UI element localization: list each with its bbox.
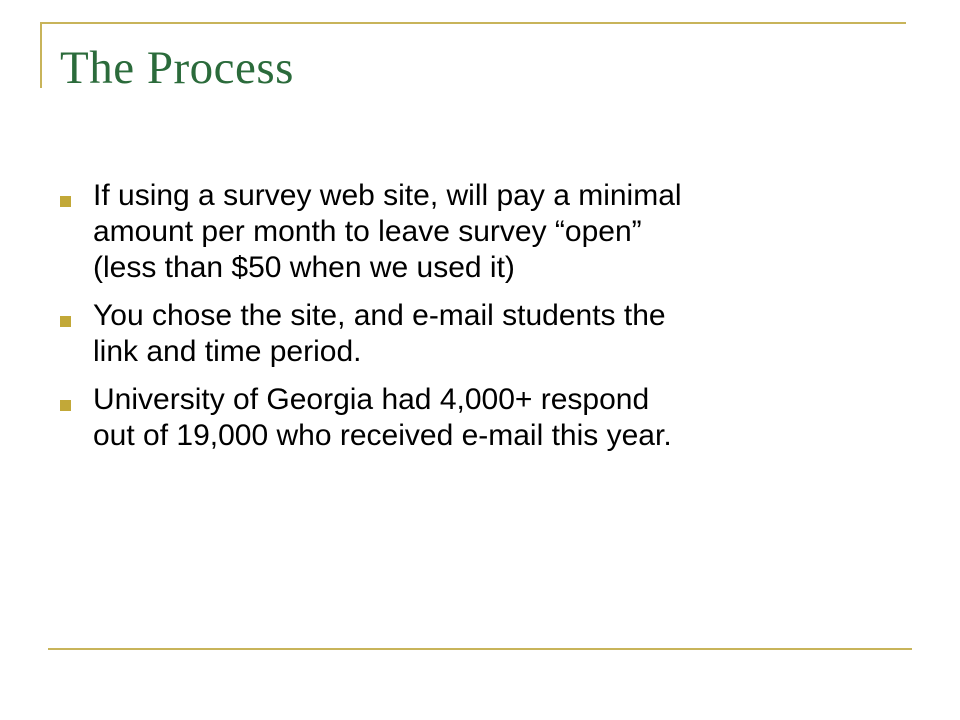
bullet-item-1 bbox=[60, 178, 880, 286]
bullet-line: (less than $50 when we used it) bbox=[93, 251, 515, 284]
bottom-rule bbox=[48, 648, 912, 650]
top-rule bbox=[40, 22, 906, 24]
square-bullet-icon bbox=[60, 196, 71, 207]
bullet-item-3 bbox=[60, 382, 880, 454]
square-bullet-icon bbox=[60, 316, 71, 327]
bullet-list bbox=[60, 178, 880, 466]
bullet-line: You chose the site, and e-mail students the bbox=[93, 299, 666, 332]
bullet-line: link and time period. bbox=[93, 335, 362, 368]
bullet-line: amount per month to leave survey “open” bbox=[93, 215, 642, 248]
bullet-line: If using a survey web site, will pay a minimal bbox=[93, 179, 682, 212]
bullet-line: University of Georgia had 4,000+ respond bbox=[93, 383, 650, 416]
square-bullet-icon bbox=[60, 400, 71, 411]
left-rule bbox=[40, 22, 42, 88]
bullet-item-2 bbox=[60, 298, 880, 370]
slide-title: The Process bbox=[60, 42, 294, 94]
bullet-line: out of 19,000 who received e-mail this year. bbox=[93, 419, 672, 452]
